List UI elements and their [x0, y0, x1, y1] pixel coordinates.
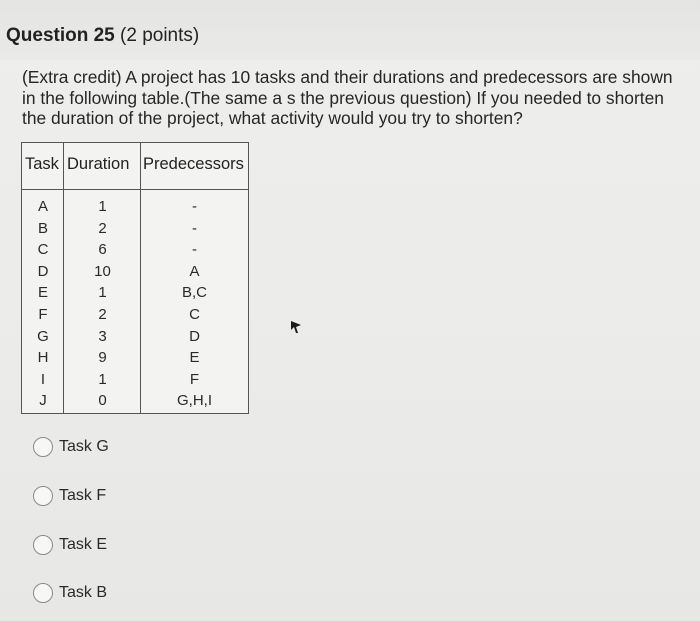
table-cell-task: B: [37, 219, 48, 237]
radio-button-icon[interactable]: [33, 437, 53, 457]
table-header-predecessors: Predecessors: [143, 155, 244, 173]
table-cell-task: H: [37, 349, 49, 367]
table-cell-duration: 10: [94, 262, 111, 280]
table-cell-task: A: [37, 198, 48, 215]
table-cell-duration: 1: [98, 198, 107, 215]
table-cell-duration: 0: [98, 392, 107, 410]
question-points: (2 points): [120, 25, 200, 46]
table-cell-predecessors: B,C: [181, 284, 207, 302]
table-cell-duration: 2: [98, 219, 107, 237]
table-cell-task: C: [37, 241, 49, 259]
table-cell-task: I: [40, 370, 46, 388]
choice-task-f[interactable]: [33, 484, 106, 508]
table-cell-task: G: [37, 327, 49, 345]
task-table: [21, 142, 249, 414]
choice-label: Task E: [59, 536, 108, 553]
choice-label: Task G: [59, 438, 109, 455]
table-cell-predecessors: D: [189, 327, 200, 345]
table-cell-predecessors: G,H,I: [176, 392, 212, 410]
table-cell-predecessors: -: [192, 219, 197, 237]
table-cell-predecessors: F: [189, 370, 200, 388]
question-text: [22, 67, 682, 129]
table-header-duration: Duration: [67, 155, 130, 173]
choice-task-g[interactable]: [33, 435, 109, 459]
table-cell-duration: 3: [98, 327, 107, 345]
table-cell-task: D: [37, 262, 49, 280]
table-cell-predecessors: -: [192, 198, 197, 215]
choice-task-e[interactable]: [33, 533, 107, 557]
radio-button-icon[interactable]: [33, 583, 53, 603]
table-cell-duration: 9: [98, 349, 107, 367]
table-cell-task: J: [39, 392, 47, 410]
table-cell-duration: 6: [98, 241, 107, 259]
radio-button-icon[interactable]: [33, 486, 53, 506]
question-text-line: the duration of the project, what activity would you try to shorten?: [22, 108, 523, 128]
table-cell-task: E: [37, 284, 48, 302]
mouse-pointer-icon: [290, 320, 302, 334]
table-cell-task: F: [38, 306, 48, 323]
question-text-line: in the following table.(The same a s the previous question) If you needed to shorten: [22, 87, 664, 108]
choice-label: Task B: [59, 584, 108, 601]
table-cell-duration: 1: [98, 370, 107, 388]
table-cell-predecessors: E: [189, 349, 200, 367]
question-number: Question 25: [6, 25, 115, 46]
choice-task-b[interactable]: [33, 581, 107, 605]
choice-label: Task F: [59, 487, 107, 504]
question-text-line: (Extra credit) A project has 10 tasks and their durations and predecessors are shown: [22, 67, 673, 87]
table-cell-duration: 2: [98, 306, 107, 323]
question-title: [6, 25, 199, 47]
table-cell-predecessors: -: [192, 241, 197, 259]
table-cell-predecessors: A: [189, 262, 200, 280]
table-header-task: Task: [25, 155, 59, 173]
table-cell-duration: 1: [98, 284, 107, 302]
table-cell-predecessors: C: [189, 306, 200, 323]
radio-button-icon[interactable]: [33, 535, 53, 555]
